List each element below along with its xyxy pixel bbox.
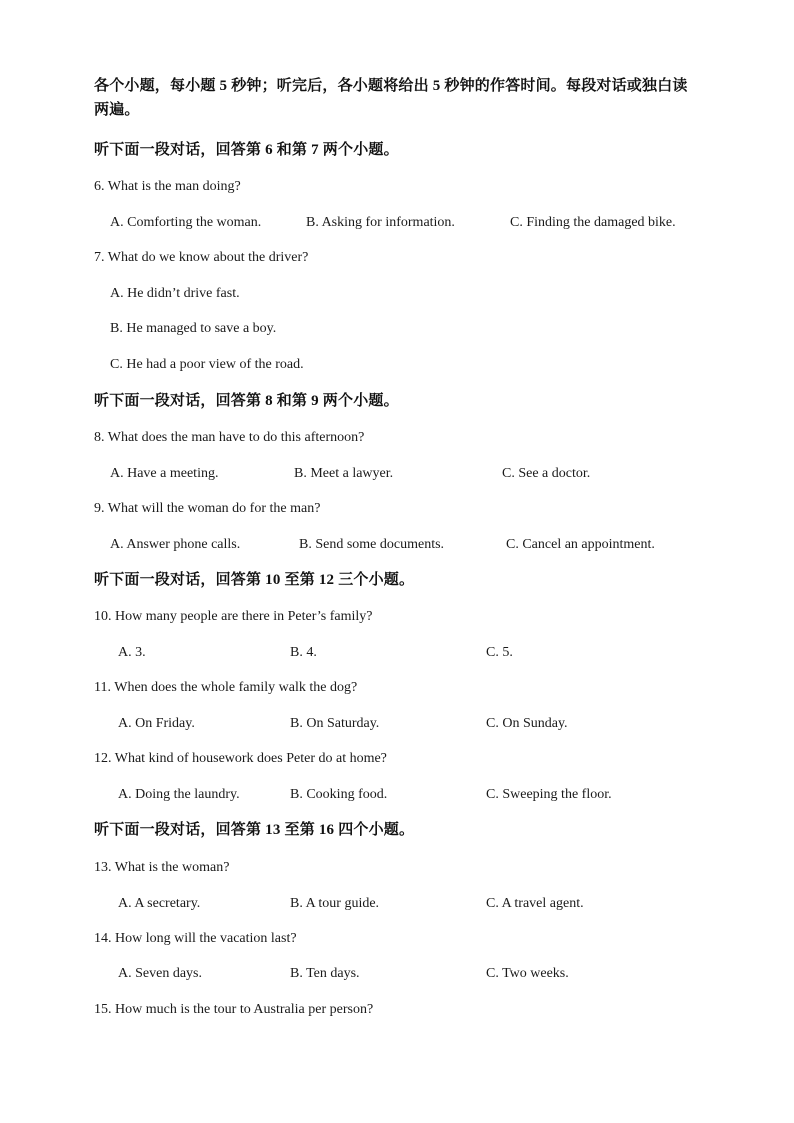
question-text: 15. How much is the tour to Australia per person? (94, 1002, 374, 1017)
option-c: C. He had a poor view of the road. (110, 357, 304, 372)
option-b: B. He managed to save a boy. (110, 321, 277, 336)
question-text: 12. What kind of housework does Peter do at home? (94, 751, 387, 766)
section-heading: 听下面一段对话，回答第 13 至第 16 四个小题。 (94, 822, 415, 838)
option-b: B. Cooking food. (290, 787, 388, 802)
question-text: 8. What does the man have to do this afternoon? (94, 430, 365, 445)
intro-line-2: 两遍。 (94, 102, 140, 118)
option-a: A. Answer phone calls. (110, 537, 241, 552)
question-text: 11. When does the whole family walk the dog? (94, 680, 358, 695)
option-c: C. See a doctor. (502, 466, 591, 481)
option-a: A. Comforting the woman. (110, 215, 262, 230)
option-b: B. Asking for information. (306, 215, 455, 230)
option-a: A. Doing the laundry. (118, 787, 240, 802)
section-heading: 听下面一段对话，回答第 6 和第 7 两个小题。 (94, 142, 399, 158)
section-heading: 听下面一段对话，回答第 10 至第 12 三个小题。 (94, 572, 415, 588)
option-c: C. Two weeks. (486, 966, 569, 981)
option-c: C. On Sunday. (486, 716, 568, 731)
section-heading: 听下面一段对话，回答第 8 和第 9 两个小题。 (94, 393, 399, 409)
option-a: A. Seven days. (118, 966, 202, 981)
question-text: 7. What do we know about the driver? (94, 250, 309, 265)
question-text: 10. How many people are there in Peter’s family? (94, 609, 373, 624)
option-c: C. Sweeping the floor. (486, 787, 612, 802)
option-b: B. Ten days. (290, 966, 360, 981)
intro-line-1: 各个小题，每小题 5 秒钟；听完后，各小题将给出 5 秒钟的作答时间。每段对话或独白读 (94, 78, 688, 94)
option-b: B. A tour guide. (290, 896, 380, 911)
option-b: B. Meet a lawyer. (294, 466, 394, 481)
option-b: B. On Saturday. (290, 716, 380, 731)
option-a: A. 3. (118, 645, 146, 660)
question-text: 13. What is the woman? (94, 860, 230, 875)
option-a: A. A secretary. (118, 896, 201, 911)
option-b: B. Send some documents. (299, 537, 445, 552)
option-a: A. Have a meeting. (110, 466, 219, 481)
option-c: C. A travel agent. (486, 896, 584, 911)
option-a: A. He didn’t drive fast. (110, 286, 240, 301)
option-c: C. Cancel an appointment. (506, 537, 655, 552)
option-b: B. 4. (290, 645, 317, 660)
option-a: A. On Friday. (118, 716, 195, 731)
question-text: 6. What is the man doing? (94, 179, 241, 194)
question-text: 9. What will the woman do for the man? (94, 501, 321, 516)
option-c: C. 5. (486, 645, 513, 660)
question-text: 14. How long will the vacation last? (94, 931, 297, 946)
option-c: C. Finding the damaged bike. (510, 215, 676, 230)
